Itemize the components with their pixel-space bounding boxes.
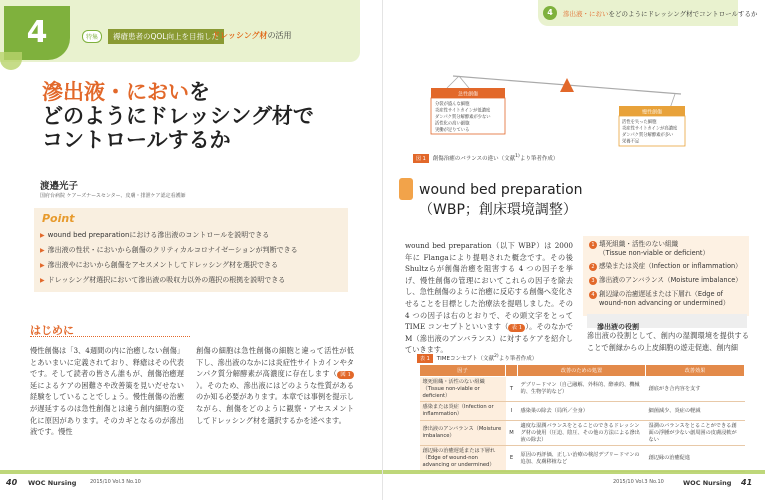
wbp-heading <box>419 180 583 220</box>
time-factor-item <box>589 262 742 271</box>
table-cell-factor: 壊死組織・活性のない組織（Tissue non-viable or deficient） <box>420 377 506 402</box>
table-cell-effect: 創底がき合内容を支す <box>646 377 745 402</box>
table-row <box>420 446 745 471</box>
table-header: 改善のための処置 <box>518 365 646 377</box>
table-caption <box>417 354 537 363</box>
table-cell-letter: I <box>506 402 518 421</box>
point-item: ▶ 滲出液やにおいから創傷をアセスメントしてドレッシング材を選択できる <box>40 260 278 270</box>
title-line3: コントロールするか <box>42 128 231 152</box>
balance-right-item: 栄養不足 <box>622 139 640 145</box>
point-item: ▶ 滲出液の性状・においから創傷のクリティカルコロナイゼーションが判断できる <box>40 245 298 255</box>
series-label: 褥瘡患者のQOL向上を目指した <box>108 29 224 44</box>
table-cell-action: 適度な湿潤バランスをとることのできるドレッシング材の使用（圧迫、陰圧、その他の方法による滲出液の除去） <box>518 420 646 445</box>
body-col1-a: 慢性創傷は「3、4週間の内に治癒しない創傷」 <box>30 346 184 355</box>
author-name: 渡邉光子 <box>40 181 79 192</box>
running-header-rest: をどのようにドレッシング材でコントロールするか <box>608 10 758 18</box>
time-factor-number: 4 <box>589 291 597 299</box>
time-factor-number: 1 <box>589 241 597 249</box>
figure-caption-ref: 1) <box>515 154 520 160</box>
figure-ref-badge[interactable]: 図 1 <box>337 371 354 379</box>
balance-left-item: ダンパク質分解酵素が少ない <box>435 115 491 120</box>
wbp-body <box>405 240 573 356</box>
balance-left-label: 急性創傷 <box>457 91 479 98</box>
table-cell-effect: 創辺縁の治癒促進 <box>646 446 745 471</box>
page-number: 40 <box>6 478 18 487</box>
page-number: 41 <box>741 478 753 487</box>
issue-info: 2015/10 Vol.3 No.10 <box>90 479 141 485</box>
subsection-heading: 滲出液の役割 <box>597 323 639 331</box>
body-col1-b: とあいまいに定義されており、释瘡はその代表です。そして読者の皆さん誰もが、創傷治癒遅延によるケアの困難さや改善策を見いだせない経験をしていることでしょう。慢性創傷の治癒が遅延するのは急性創傷とは違う創内細胞の変化に原因があります。そのカギとなるのが滲出液です。慢性 <box>30 357 184 437</box>
body-column-2 <box>196 345 354 426</box>
article-title <box>42 80 372 152</box>
table-cell-factor: 感染または炎症（Infection or inflammation） <box>420 402 506 421</box>
balance-left-item: 分裂が盛んな細胞 <box>435 102 470 107</box>
subsection-body: 滲出液の役割として、創内の湿潤環境を提供することで創縁からの上皮細胞の遊走促進、創内細 <box>587 331 749 352</box>
figure-caption-end: より筆者作成） <box>519 156 559 162</box>
time-factor-item <box>589 290 729 308</box>
series-title-highlight: ドレッシング材 <box>212 31 268 40</box>
table-cell-letter: M <box>506 420 518 445</box>
table-cell-effect: 湿潤のバランスをとることができる創面の浮腫が少ない創周囲の皮膚浸軟がない <box>646 420 745 445</box>
time-factor-item <box>589 240 709 258</box>
time-factor-text: 感染または炎症（Infection or inflammation） <box>599 262 742 270</box>
balance-right-item: 活性を失った細胞 <box>622 120 657 125</box>
point-title: Point <box>42 212 75 225</box>
title-line2: どのようにドレッシング材で <box>42 104 314 128</box>
time-factor-item <box>589 276 742 285</box>
table-header: 因子 <box>420 365 506 377</box>
title-line1-rest: を <box>189 80 210 104</box>
figure-tag: 図 1 <box>413 154 429 163</box>
table-row <box>420 420 745 445</box>
balance-right-item: ダンパク質分解酵素が多い <box>622 133 674 138</box>
author-affiliation: 国府台病院 ケアーズナースセンター、皮膚・排泄ケア認定看護師 <box>40 193 186 199</box>
table-caption-ref: 2) <box>493 354 499 360</box>
table-cell-action: 原因の再評価、正しい治療の検討デブリードマンの追加、皮膚移植など <box>518 446 646 471</box>
subsection-heading-bar <box>587 314 747 331</box>
time-factor-text: 創辺縁の治癒遅延または下層れ（Edge of <box>599 290 723 298</box>
balance-left-item: 活性化の高い細胞 <box>435 121 470 127</box>
time-factor-sub: （Tissue non-viable or deficient） <box>599 249 710 257</box>
table-cell-letter: E <box>506 446 518 471</box>
table-row <box>420 377 745 402</box>
table-cell-action: デブリードマン（自己融解、外科的、酵素的、機械的、生物学的など） <box>518 377 646 402</box>
time-factor-sub: wound-non advancing or undermined） <box>599 299 730 307</box>
wbp-body-a: wound bed preparation（以下 WBP）は 2000 年に Flangaにより提唱された概念です <box>405 241 573 262</box>
wbp-body-b: 。その後Shultzらが創傷治癒を阻害する 4 つの因子を挙げ、慢性創傷の管理においてこれらの因子を除去し、急性創傷のように治癒に反応する創傷へ変化させることを目標とした治療法を提唱しました。その 4 つの因子は右のとおりで、その頭文字をとってTIME コンセプトといいます（ <box>405 252 573 332</box>
wbp-heading-bar <box>399 178 413 200</box>
running-header-highlight: 滲出液・におい <box>563 10 609 18</box>
ginkgo-leaf-icon <box>0 52 22 70</box>
time-concept-table <box>419 364 745 472</box>
left-page <box>0 0 382 500</box>
body-col2-a: 創傷の細胞は急性創傷の細胞と違って活性が低下し、滲出液のなかには炎症性サイトカインやタンパク質分解酵素が高濃度に存在します（ <box>196 346 354 379</box>
running-header-number: 4 <box>543 6 557 20</box>
section-divider <box>30 336 190 337</box>
table-header-row <box>420 365 745 377</box>
table-cell-action: 感染巣の除去（局所／全身） <box>518 402 646 421</box>
right-page <box>382 0 764 500</box>
table-cell-factor: 滲出液のアンバランス（Moisture imbalance） <box>420 420 506 445</box>
series-small-tag: 特集 <box>82 30 102 43</box>
figure-caption-text: 創傷治癒のバランスの違い（文献 <box>432 156 516 162</box>
table-ref-badge[interactable]: 表 1 <box>508 324 525 332</box>
table-header <box>506 365 518 377</box>
balance-right-item: 炎症性サイトカインが高濃度 <box>622 126 678 132</box>
issue-info: 2015/10 Vol.3 No.10 <box>613 479 664 485</box>
balance-left-item: 実働が足りている <box>435 128 470 133</box>
point-item: ▶ ドレッシング材選択において滲出液の吸収力以外の選択の根拠を説明できる <box>40 275 285 285</box>
chapter-number: 4 <box>4 6 70 60</box>
journal-name: WOC Nursing <box>28 479 77 487</box>
table-cell-effect: 細菌減少、炎症の軽減 <box>646 402 745 421</box>
time-factor-text: 壊死組織・活性のない組織 <box>599 240 679 248</box>
point-item: ▶ wound bed preparationにおける滲出液のコントロールを説明できる <box>40 230 269 240</box>
series-title <box>212 30 292 41</box>
wbp-title-line2: （WBP；創床環境調整） <box>419 202 577 218</box>
table-header: 改善効果 <box>646 365 745 377</box>
balance-left-item: 炎症性サイトカインが低濃度 <box>435 108 491 114</box>
balance-scale-diagram <box>435 48 687 158</box>
table-cell-factor: 創辺縁の治癒遅延または下層れ（Edge of wound-non advancing or undermined） <box>420 446 506 471</box>
time-factor-number: 2 <box>589 263 597 271</box>
time-factor-text: 滲出液のアンバランス（Moisture imbalance） <box>599 276 742 284</box>
table-row <box>420 402 745 421</box>
body-column-1 <box>30 345 184 438</box>
time-factor-number: 3 <box>589 277 597 285</box>
table-tag: 表 1 <box>417 354 433 363</box>
table-caption-text: TIMEコンセプト（文献 <box>436 356 494 362</box>
section-heading: はじめに <box>30 324 74 337</box>
body-col2-b: ）。そのため、滲出液にはどのような性質があるのか知る必要があります。本章では事例を提示しながら、創傷をどのように観察・アセスメントしてドレッシング材を選択するかを述べます。 <box>196 380 354 425</box>
journal-name: WOC Nursing <box>683 479 732 487</box>
running-header-title <box>563 9 758 18</box>
figure-caption <box>413 154 558 163</box>
balance-right-label: 慢性創傷 <box>641 109 663 116</box>
wbp-title-line1: wound bed preparation <box>419 182 583 198</box>
series-title-rest: の活用 <box>267 31 292 40</box>
table-caption-end: より筆者作成） <box>498 356 538 362</box>
title-highlight: 滲出液・におい <box>42 80 189 104</box>
table-cell-letter: T <box>506 377 518 402</box>
wbp-body-c: ）。そのなかで M（滲出液のアンバランス）に対するケアを紹介していきます。 <box>405 322 573 355</box>
